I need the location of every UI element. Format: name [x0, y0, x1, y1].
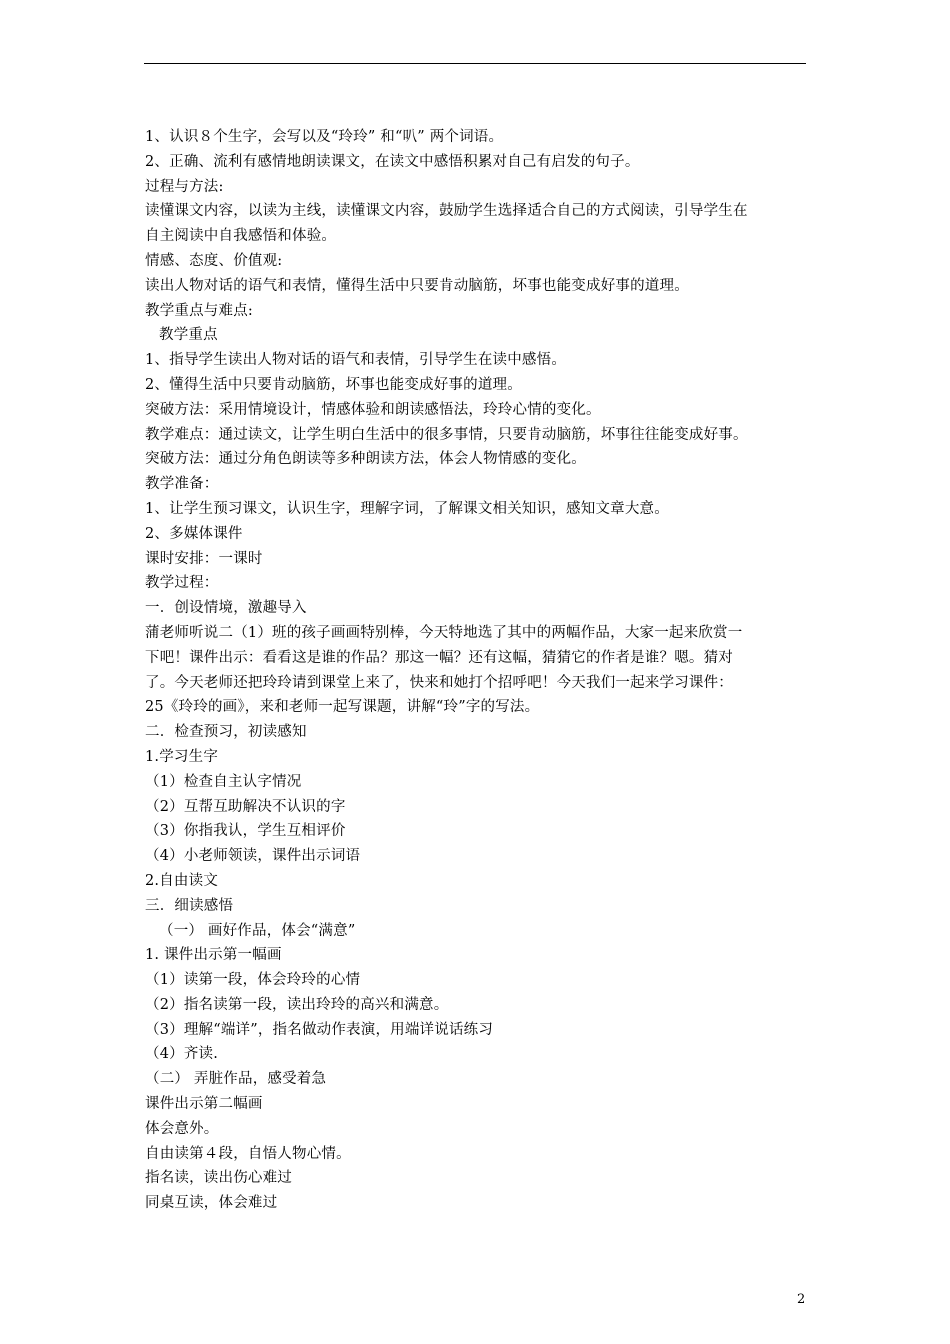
section-heading: 情感、态度、价值观:	[145, 252, 283, 269]
text-line: 读懂课文内容，以读为主线，读懂课文内容，鼓励学生选择适合自己的方式阅读，引导学生在	[145, 203, 748, 220]
text-line: 突破方法：采用情境设计，情感体验和朗读感悟法，玲玲心情的变化。	[145, 401, 601, 418]
text-line: 体会意外。	[145, 1120, 219, 1137]
text-line: 自主阅读中自我感悟和体验。	[145, 228, 337, 245]
text-line: 25《玲玲的画》，来和老师一起写课题，讲解“玲”字的写法。	[145, 699, 540, 716]
list-item: （4）小老师领读，课件出示词语	[145, 848, 361, 865]
subsection-heading: （一） 画好作品，体会“满意”	[159, 922, 356, 939]
text-line: 下吧！课件出示：看看这是谁的作品？那这一幅？还有这幅，猜猜它的作者是谁？嗯。猜对	[145, 649, 733, 666]
list-item: （3）你指我认，学生互相评价	[145, 823, 346, 840]
section-heading: 一．创设情境，激趣导入	[145, 600, 307, 617]
text-line: 1.学习生字	[145, 748, 219, 765]
section-heading: 教学重点与难点:	[145, 302, 253, 319]
text-line: 2、多媒体课件	[145, 525, 243, 542]
text-line: 课时安排：一课时	[145, 550, 263, 567]
subsection-heading: 教学重点	[159, 327, 218, 344]
section-heading: 三．细读感悟	[145, 897, 234, 914]
list-item: （1）读第一段，体会玲玲的心情	[145, 972, 361, 989]
list-item: （4）齐读.	[145, 1046, 219, 1063]
text-line: 1. 课件出示第一幅画	[145, 947, 282, 964]
subsection-heading: （二） 弄脏作品，感受着急	[145, 1071, 327, 1088]
text-line: 突破方法：通过分角色朗读等多种朗读方法，体会人物情感的变化。	[145, 451, 586, 468]
text-line: 课件出示第二幅画	[145, 1096, 263, 1113]
text-line: 读出人物对话的语气和表情，懂得生活中只要肯动脑筋，坏事也能变成好事的道理。	[145, 277, 689, 294]
document-body	[145, 125, 810, 1216]
text-line: 了。今天老师还把玲玲请到课堂上来了，快来和她打个招呼吧！今天我们一起来学习课件：	[145, 674, 733, 691]
list-item: （2）指名读第一段，读出玲玲的高兴和满意。	[145, 996, 449, 1013]
page-number: 2	[797, 1292, 806, 1307]
text-line: 教学难点：通过读文，让学生明白生活中的很多事情，只要肯动脑筋，坏事往往能变成好事。	[145, 426, 748, 443]
text-line: 同桌互读，体会难过	[145, 1195, 278, 1212]
text-line: 2.自由读文	[145, 872, 219, 889]
list-item: （2）互帮互助解决不认识的字	[145, 798, 346, 815]
section-heading: 二．检查预习，初读感知	[145, 724, 307, 741]
header-rule	[144, 63, 806, 64]
section-heading: 教学准备：	[145, 476, 219, 493]
text-line: 指名读，读出伤心难过	[145, 1170, 292, 1187]
text-line: 2、懂得生活中只要肯动脑筋，坏事也能变成好事的道理。	[145, 376, 522, 393]
list-item: （3）理解“端详”，指名做动作表演，用端详说话练习	[145, 1021, 494, 1038]
list-item: （1）检查自主认字情况	[145, 773, 302, 790]
section-heading: 教学过程：	[145, 575, 219, 592]
text-line: 蒲老师听说二（1）班的孩子画画特别棒，今天特地选了其中的两幅作品，大家一起来欣赏一	[145, 624, 743, 641]
text-line: 1、指导学生读出人物对话的语气和表情，引导学生在读中感悟。	[145, 352, 567, 369]
text-line: 自由读第４段，自悟人物心情。	[145, 1145, 351, 1162]
section-heading: 过程与方法:	[145, 178, 224, 195]
text-line: 2、正确、流利有感情地朗读课文，在读文中感悟积累对自己有启发的句子。	[145, 153, 640, 170]
text-line: 1、让学生预习课文，认识生字，理解字词，了解课文相关知识，感知文章大意。	[145, 500, 669, 517]
text-line: 1、认识８个生字，会写以及“玲玲” 和“叭” 两个词语。	[145, 129, 504, 145]
